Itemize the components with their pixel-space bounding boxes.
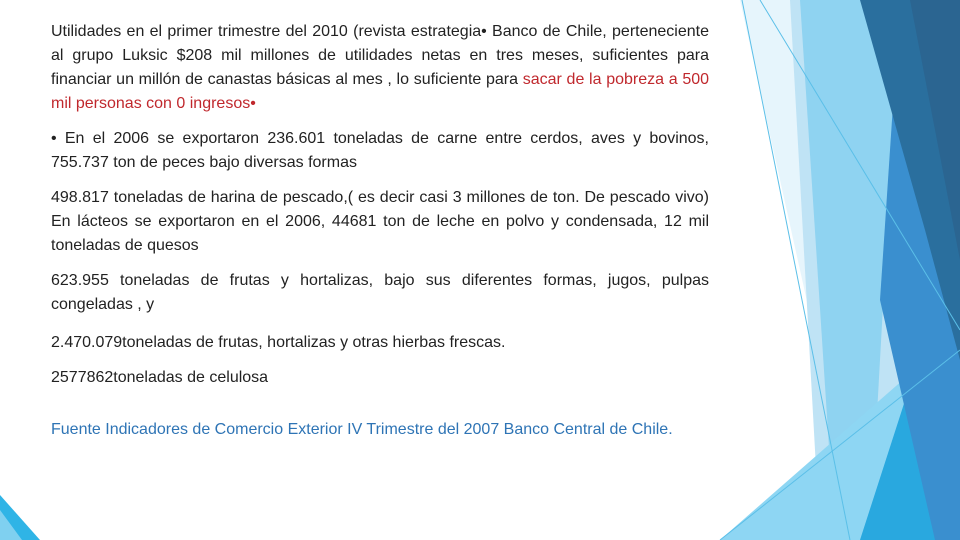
paragraph-harina-pescado: 498.817 toneladas de harina de pescado,( es decir casi 3 millones de ton. De pescado vivo) En lácteos se exportaron en el 2006, 44681 ton de leche en polvo y condensada, 12 mil toneladas de quesos [51, 189, 709, 254]
paragraph-frutas-hortalizas: 623.955 toneladas de frutas y hortalizas, bajo sus diferentes formas, jugos, pulpas congeladas , y [51, 272, 709, 313]
source-citation: Fuente Indicadores de Comercio Exterior IV Trimestre del 2007 Banco Central de Chile. [51, 421, 673, 438]
body-text-block [51, 20, 709, 453]
paragraph-frutas-frescas: 2.470.079toneladas de frutas, hortalizas y otras hierbas frescas. [51, 334, 506, 351]
paragraph-utilidades [51, 20, 709, 116]
paragraph-utilidades-text: Utilidades en el primer trimestre del 2010 (revista estrategia• Banco de Chile, perteneciente al grupo Luksic $208 mil millones de utilidades netas en tres meses, suficientes para financiar un millón de canastas básicas al mes , lo suficiente para [51, 23, 709, 88]
paragraph-celulosa: 2577862toneladas de celulosa [51, 369, 269, 386]
paragraph-exportaciones-carne: • En el 2006 se exportaron 236.601 toneladas de carne entre cerdos, aves y bovinos, 755.737 ton de peces bajo diversas formas [51, 130, 709, 171]
paragraph-utilidades-highlight: sacar de la pobreza a 500 mil personas con 0 ingresos• [51, 71, 710, 112]
